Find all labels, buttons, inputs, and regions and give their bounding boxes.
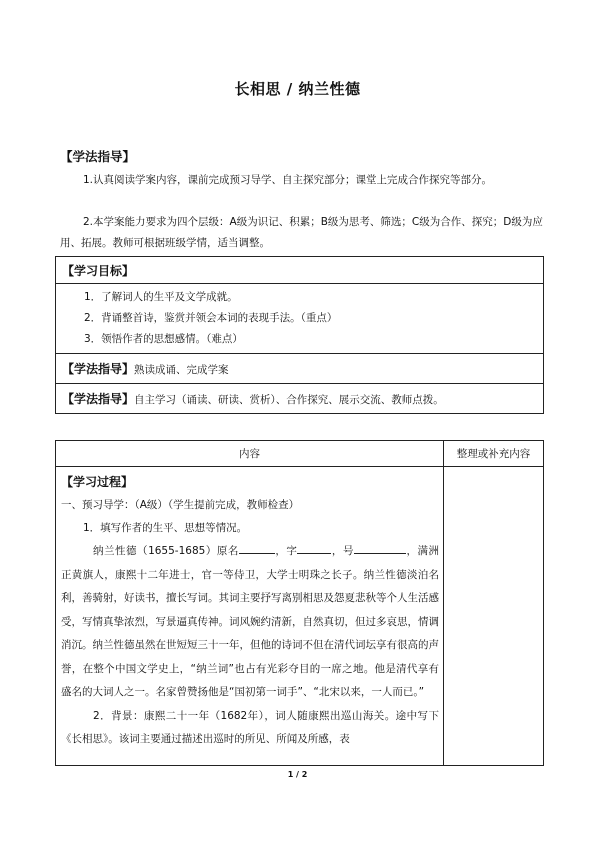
courtesy-name-blank[interactable] xyxy=(297,542,331,554)
guide-paragraph-2: 2.本学案能力要求为四个层级：A级为识记、积累；B级为思考、筛选；C级为合作、探究；D级为应用、拓展。教师可根据班级学情，适当调整。 xyxy=(60,216,543,249)
goal-item-1: 1．了解词人的生平及文学成就。 xyxy=(84,291,238,303)
pen-name-blank[interactable] xyxy=(354,542,406,554)
goal-item-2: 2．背诵整首诗，鉴赏并领会本词的表现手法。（重点） xyxy=(84,312,338,324)
bio-prefix: 纳兰性德（1655-1685）原名 xyxy=(93,545,239,557)
method-label-2: 【学法指导】 xyxy=(62,392,135,406)
bio-zi: ，字 xyxy=(274,545,298,557)
method-text-2: 自主学习（诵读、研读、赏析）、合作探究、展示交流、教师点拨。 xyxy=(134,394,444,406)
goals-heading-cell xyxy=(56,257,544,284)
method-row-2 xyxy=(56,384,544,414)
study-process-table xyxy=(55,440,544,766)
name-blank[interactable] xyxy=(239,542,275,554)
goals-table xyxy=(55,256,544,414)
document-title: 长相思 / 纳兰性德 xyxy=(234,80,361,98)
preview-item-1: 1．填写作者的生平、思想等情况。 xyxy=(83,522,248,534)
background-text: 2．背景：康熙二十一年（1682年），词人随康熙出巡山海关。途中写下《长相思》。该词主要通过描述出巡时的所见、所闻及所感，表 xyxy=(61,709,439,745)
guide-heading: 【学法指导】 xyxy=(60,149,136,164)
goals-heading: 【学习目标】 xyxy=(62,263,135,278)
column-header-content: 内容 xyxy=(56,441,444,467)
process-heading: 【学习过程】 xyxy=(61,475,134,489)
bio-text: ，满洲正黄旗人，康熙十二年进士，官一等侍卫，大学士明珠之长子。纳兰性德淡泊名利，善骑射，好读书，擅长写词。其词主要抒写离别相思及怨夏悲秋等个人生活感受，写情真挚浓烈，写景逼真传神。词风婉约清新，自然真切，但过多哀思，情调消沉。纳兰性德虽然在世短短三十一年，但他的诗词不但在清代词坛享有很高的声誉，在整个中国文学史上，“纳兰词”也占有光彩夺目的一席之地。他是清代享有盛名的大词人之一。名家曾赞扬他是“国初第一词手”、“北宋以来，一人而已。” xyxy=(61,545,440,698)
bio-hao: ，号 xyxy=(331,545,354,557)
method-row-1 xyxy=(56,354,544,384)
column-header-notes: 整理或补充内容 xyxy=(444,441,544,467)
goals-list-cell xyxy=(56,284,544,354)
notes-cell[interactable] xyxy=(444,467,544,766)
method-text-1: 熟读成诵、完成学案 xyxy=(134,364,229,376)
preview-step: 一、预习导学：（A级）（学生提前完成，教师检查） xyxy=(61,499,300,511)
content-cell xyxy=(56,467,444,766)
method-label-1: 【学法指导】 xyxy=(62,362,135,376)
guide-paragraph-1: 1.认真阅读学案内容，课前完成预习导学、自主探究部分；课堂上完成合作探究等部分。 xyxy=(83,174,493,186)
page-number: 1 / 2 xyxy=(287,770,308,779)
author-bio xyxy=(61,540,439,705)
goal-item-3: 3．领悟作者的思想感情。（难点） xyxy=(84,333,243,345)
